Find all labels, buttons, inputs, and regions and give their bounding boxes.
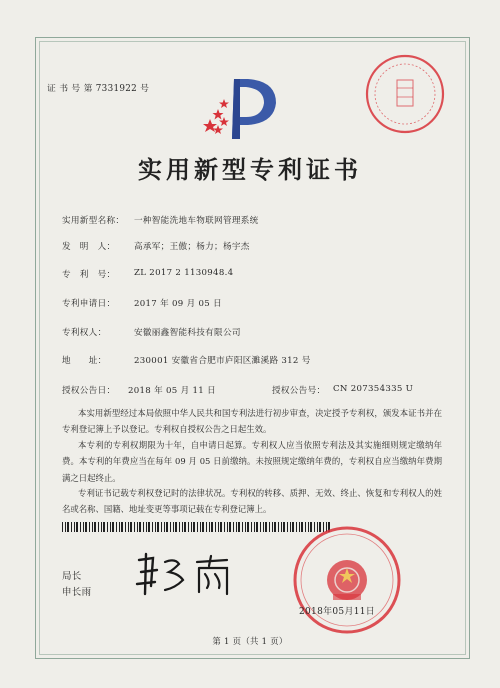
field-value-name: 一种智能洗地车物联网管理系统 [134, 216, 259, 226]
field-label-inventor: 发 明 人： [62, 242, 116, 252]
registration-seal [363, 52, 447, 136]
field-value-filing-date: 2017 年 09 月 05 日 [134, 299, 222, 309]
paragraph-1: 本实用新型经过本局依照中华人民共和国专利法进行初步审查，决定授予专利权，颁发本证书并在专利登记簿上予以登记。专利权自授权公告之日起生效。 [62, 408, 442, 435]
field-label-address: 地 址： [62, 356, 107, 366]
grant-date-value: 2018 年 05 月 11 日 [128, 386, 216, 396]
field-value-patent-no: ZL 2017 2 1130948.4 [134, 268, 234, 278]
field-label-patent-no: 专 利 号： [62, 270, 116, 280]
official-seal [287, 524, 407, 636]
field-value-address: 230001 安徽省合肥市庐阳区濉溪路 312 号 [134, 356, 311, 366]
signatory-name: 申长雨 [62, 587, 92, 598]
grant-no-label: 授权公告号： [272, 386, 326, 396]
page-footer: 第 1 页（共 1 页） [212, 636, 288, 646]
certificate-title: 实用新型专利证书 [138, 155, 362, 184]
patent-office-logo [196, 73, 286, 145]
certificate-number: 证 书 号 第 7331922 号 [47, 84, 150, 94]
field-value-patentee: 安徽丽鑫智能科技有限公司 [134, 328, 241, 338]
field-label-filing-date: 专利申请日： [62, 299, 116, 309]
signatory-title: 局长 [62, 571, 82, 582]
field-value-inventor: 高承军；王傲；杨力；杨宇杰 [134, 242, 250, 252]
director-signature [135, 552, 255, 596]
seal-date: 2018年05月11日 [299, 607, 376, 617]
grant-no-value: CN 207354335 U [333, 384, 414, 394]
field-label-name: 实用新型名称： [62, 216, 125, 226]
paragraph-2: 本专利的专利权期限为十年，自申请日起算。专利权人应当依照专利法及其实施细则规定缴纳年费。本专利的年费应当在每年 09 月 05 日前缴纳。未按照规定缴纳年费的，专利权自应当缴纳年费期满之日起终止。 [62, 440, 442, 483]
paragraph-3: 专利证书记载专利权登记时的法律状况。专利权的转移、质押、无效、终止、恢复和专利权人的姓名或名称、国籍、地址变更等事项记载在专利登记簿上。 [62, 488, 442, 515]
grant-date-label: 授权公告日： [62, 386, 116, 396]
field-label-patentee: 专利权人： [62, 328, 107, 338]
